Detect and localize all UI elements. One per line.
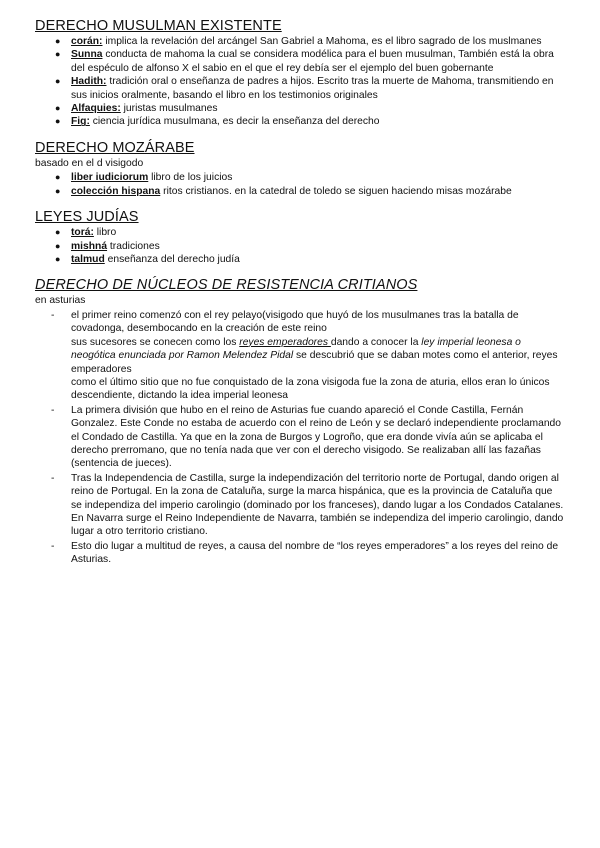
definition: tradición oral o enseñanza de padres a hijos. Escrito tras la muerte de Mahoma, transmitiendo en sus inicios oralmente, basando el libro en los testimonios originales (71, 76, 554, 101)
term: corán: (71, 36, 103, 47)
list-item (35, 185, 565, 198)
section-nucleos-resistencia (35, 277, 565, 566)
list-item (35, 309, 565, 403)
bullet-icon: ● (55, 103, 61, 114)
underlined-term: reyes emperadores (239, 336, 331, 348)
definition: libro (93, 227, 117, 239)
term: Sunna (71, 49, 103, 61)
dash-bullet: - (51, 309, 55, 321)
bullet-icon: ● (55, 185, 61, 196)
term: Hadith: (71, 76, 107, 88)
bullet-icon: ● (55, 49, 61, 60)
dash-bullet: - (51, 540, 55, 552)
list-item (35, 472, 565, 539)
section-derecho-musulman (35, 18, 565, 129)
section-derecho-mozarabe (35, 140, 565, 198)
list-item (35, 404, 565, 471)
paragraph: como el último sitio que no fue conquistado de la zona visigoda fue la zona de aturia, ellos eran lo únicos descendiente, dictando la idea imperial leonesa (71, 376, 550, 402)
definition: implica la revelación del arcángel San Gabriel a Mahoma, es el libro sagrado de los muslmanes (102, 36, 542, 47)
list-item (35, 48, 565, 75)
definition: ritos cristianos. en la catedral de toledo se siguen haciendo misas mozárabe (160, 185, 512, 197)
bullet-icon: ● (55, 253, 61, 264)
dash-list (35, 309, 565, 567)
section-title: DERECHO MUSULMAN EXISTENTE (35, 18, 282, 34)
term-list (35, 35, 565, 129)
term: liber iudiciorum (71, 172, 149, 184)
term: Fig: (71, 116, 90, 128)
section-title: DERECHO DE NÚCLEOS DE RESISTENCIA CRITIANOS (35, 277, 418, 294)
list-item (35, 102, 565, 115)
text-run: se descubrió que se daban motes como el anterior, reyes emperadores (71, 350, 558, 375)
section-title: DERECHO MOZÁRABE (35, 139, 195, 156)
list-item (35, 240, 565, 253)
definition: tradiciones (107, 240, 160, 252)
definition: enseñanza del derecho judía (104, 253, 240, 265)
bullet-icon: ● (55, 227, 61, 238)
paragraph: el primer reino comenzó con el rey pelayo(visigodo que huyó de los musulmanes tras la batalla de covadonga, desembocando en la creación de este reino (71, 309, 519, 335)
definition: libro de los juicios (148, 172, 233, 184)
text-run: dando a conocer la (330, 336, 422, 348)
term: torá: (71, 227, 94, 239)
definition: ciencia jurídica musulmana, es decir la enseñanza del derecho (89, 116, 380, 128)
list-item (35, 171, 565, 184)
list-item (35, 226, 565, 239)
list-item (35, 540, 565, 567)
paragraph (71, 336, 565, 376)
bullet-icon: ● (55, 116, 61, 127)
bullet-icon: ● (55, 172, 61, 183)
italic-term: ley imperial leonesa o neogótica enunciada por Ramon Melendez Pidal (71, 336, 521, 362)
definition: juristas musulmanes (120, 103, 218, 115)
section-intro: basado en el d visigodo (35, 157, 144, 169)
paragraph: Esto dio lugar a multitud de reyes, a causa del nombre de “los reyes emperadores” a los reyes del reino de Asturias. (71, 540, 559, 566)
term-list (35, 226, 565, 266)
section-intro: en asturias (35, 295, 86, 307)
term: colección hispana (71, 185, 161, 197)
list-item (35, 35, 565, 48)
paragraph: La primera división que hubo en el reino de Asturias fue cuando apareció el Conde Castilla, Fernán Gonzalez. Este Conde no estaba de acuerdo con el reino de León y se declaró independiente proclamando el Condado de Castilla. Ya que en la zona de Burgos y Logroño, que era donde vivía aún se aplicaba el derecho prerromano, que no tenía nada que ver con el derecho visigodo. Se realizaban allí las fazañas (sentencia de jueces). (71, 404, 562, 470)
section-leyes-judias (35, 209, 565, 266)
document-page (35, 18, 565, 568)
term-list (35, 171, 565, 198)
text-run: sus sucesores se conecen como los (71, 336, 240, 348)
list-item (35, 253, 565, 266)
dash-bullet: - (51, 404, 55, 416)
dash-bullet: - (51, 472, 55, 484)
term: mishná (71, 240, 108, 252)
bullet-icon: ● (55, 76, 61, 87)
definition: conducta de mahoma la cual se considera modélica para el buen musulman, También está la obra del espéculo de alfonso X el sabio en el que el rey debía ser el ejemplo del buen gobernante (71, 49, 554, 74)
bullet-icon: ● (55, 36, 61, 46)
list-item (35, 115, 565, 128)
bullet-icon: ● (55, 240, 61, 251)
paragraph: Tras la Independencia de Castilla, surge la independización del territorio norte de Portugal, dando origen al reino de Portugal. En la zona de Cataluña, surge la marca hispánica, que es la provincia de Cataluña que se independiza del imperio carolingio (dominado por los franceses), dando lugar a los Condados Catalanes. En Navarra surge el Reino Independiente de Navarra, también se independiza del imperio carolingio, dando lugar a otro territorio cristiano. (71, 472, 564, 538)
section-title: LEYES JUDÍAS (35, 209, 139, 226)
term: Alfaquies: (71, 103, 121, 115)
list-item (35, 75, 565, 102)
term: talmud (71, 253, 105, 265)
